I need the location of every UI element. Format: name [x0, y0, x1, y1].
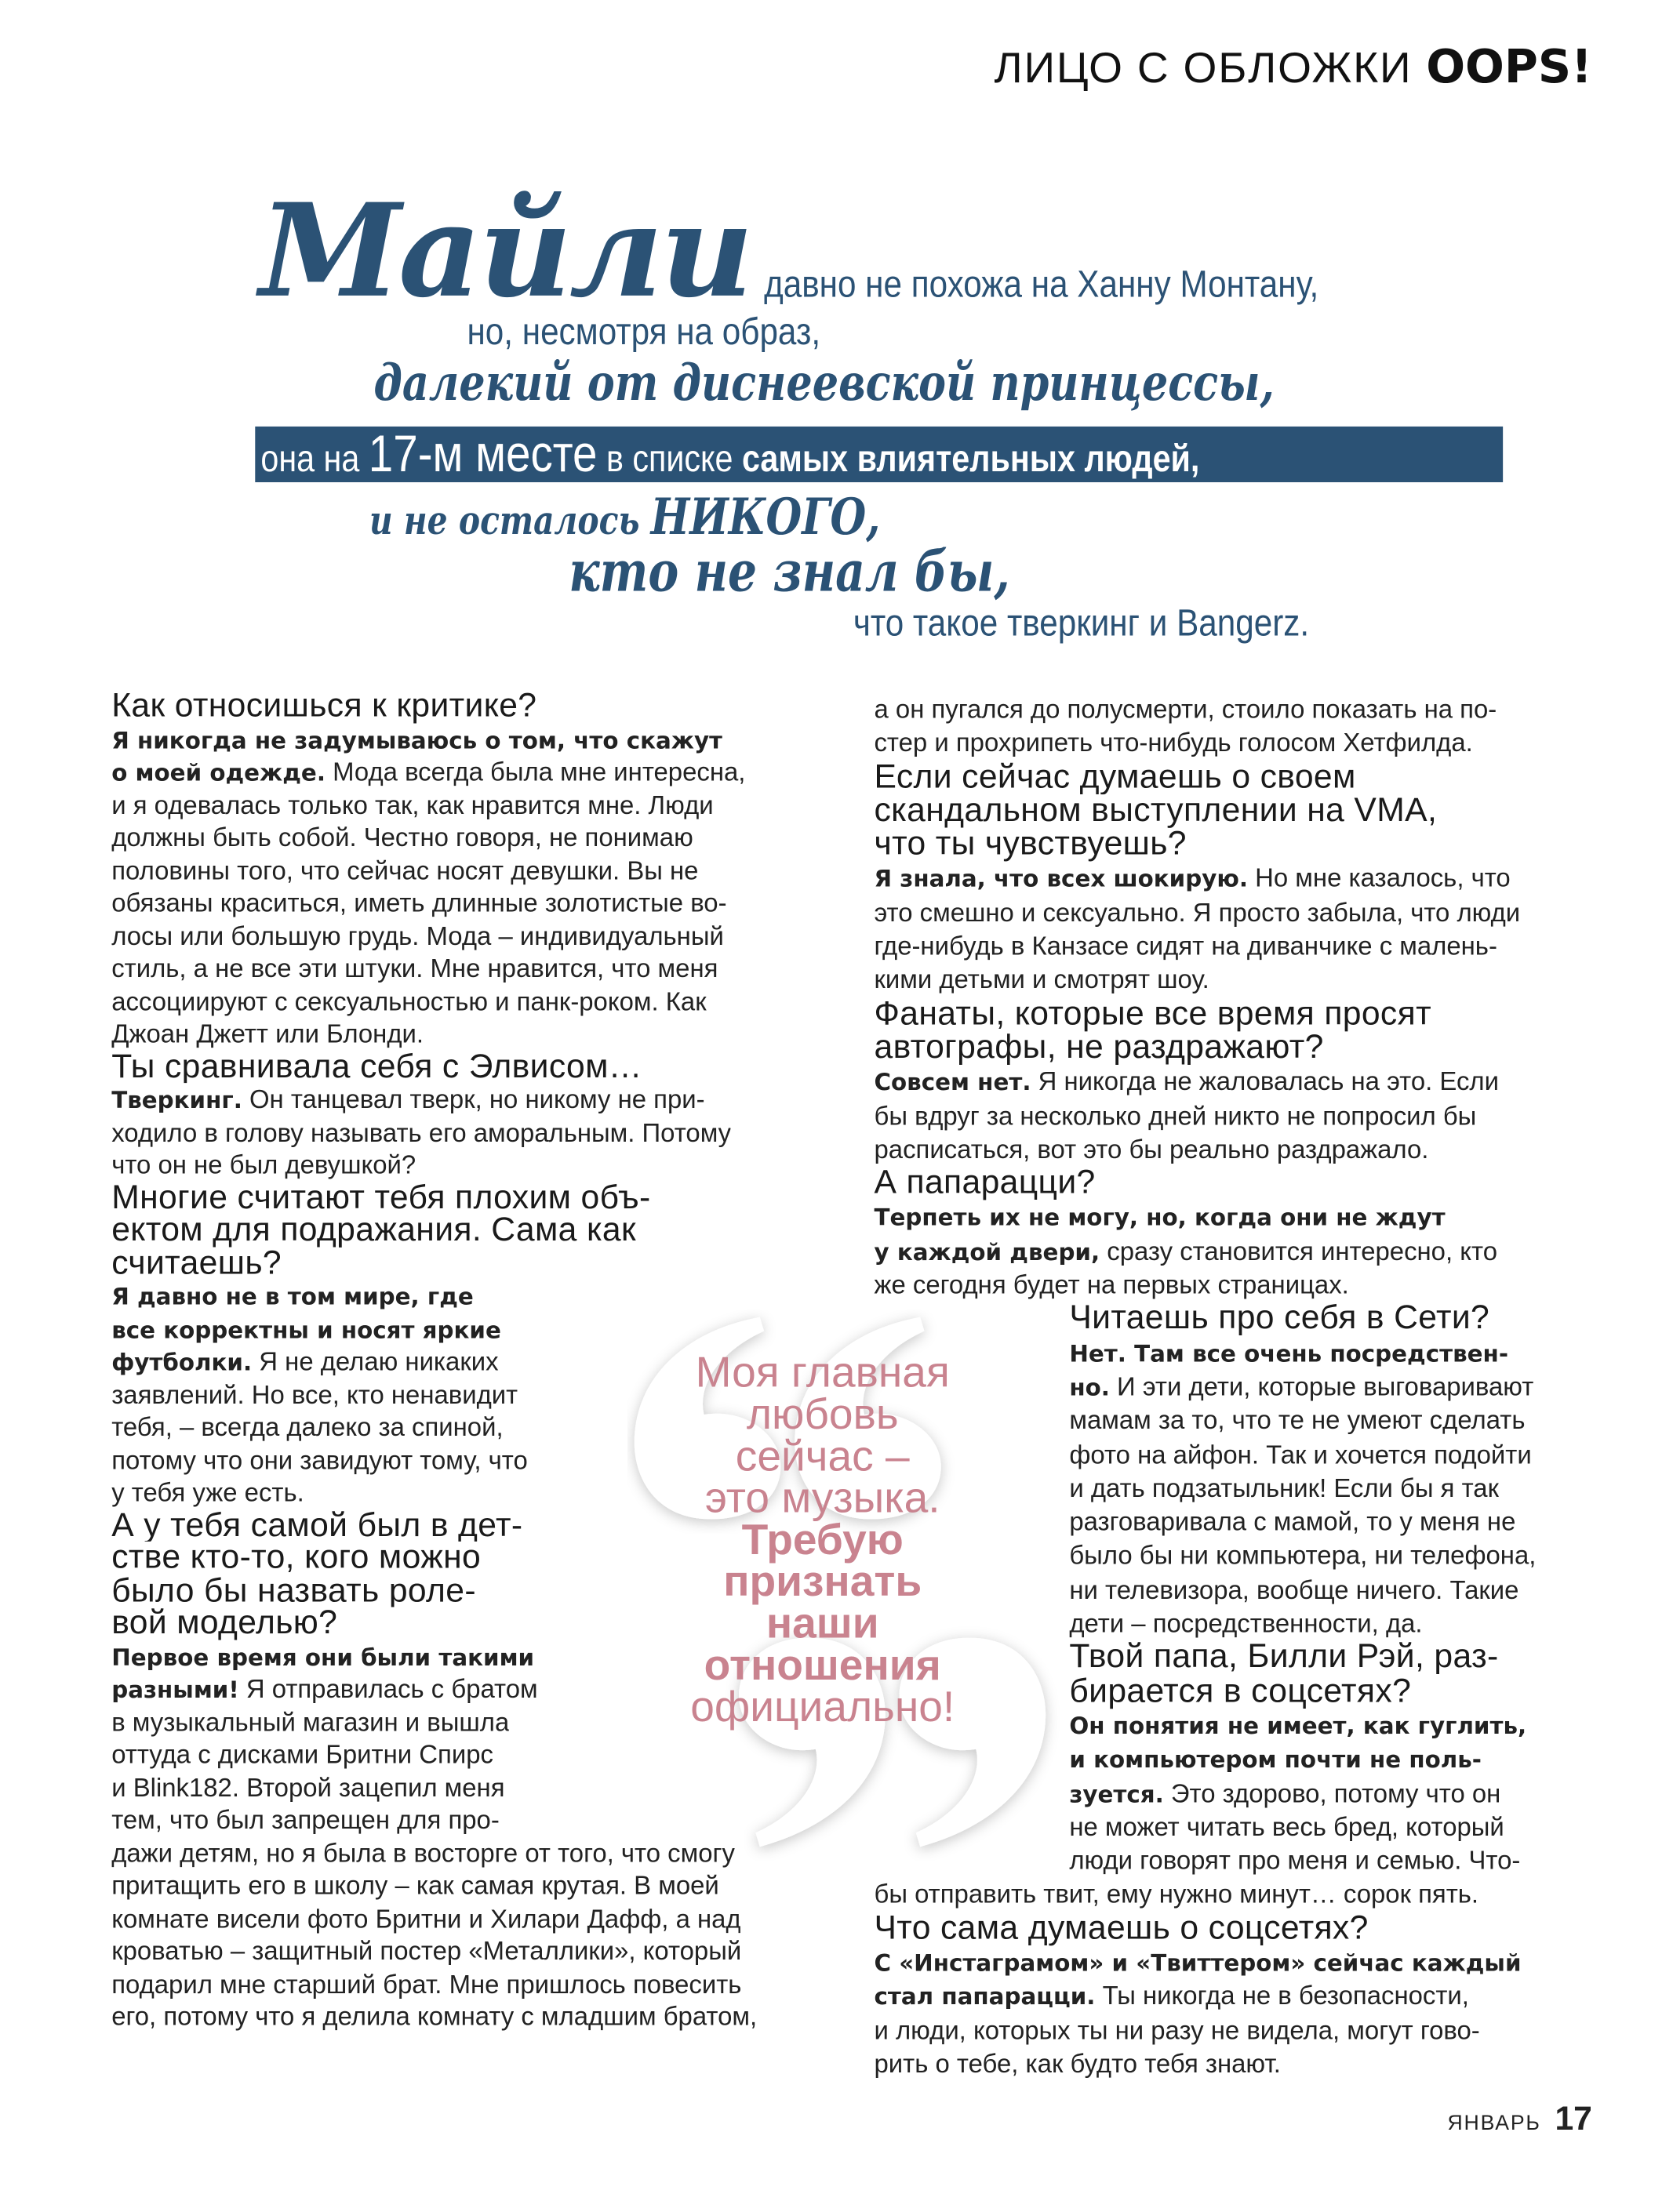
answer-text: обязаны краситься, иметь длинные золотистые во- [111, 888, 727, 917]
answer-text: И эти дети, которые выговаривают [1109, 1371, 1534, 1401]
question-heading: Что сама думаешь о соцсетях? [874, 1912, 1369, 1946]
answer-text: где-нибудь в Канзасе сидят на диванчике с малень- [874, 931, 1497, 961]
answer-text: потому что они завидуют тому, что [111, 1444, 528, 1474]
answer-text: Я отправилась с братом [238, 1673, 538, 1704]
answer-text: у тебя уже есть. [111, 1477, 304, 1507]
answer-text: расписаться, вот это бы реально раздражало. [874, 1134, 1429, 1164]
deck-line-6: кто не знал бы, [569, 539, 1010, 605]
answer-text: мамам за то, что те не умеют сделать [1069, 1405, 1526, 1435]
answer-text: и я одевалась только так, как нравится мне. Люди [111, 789, 714, 819]
deck-line-3: далекий от диснеевской принцессы, [373, 354, 1275, 413]
answer-line [1069, 1811, 1504, 1844]
answer-lead: Терпеть их не могу, но, когда они не ждут [874, 1204, 1446, 1232]
answer-lead: о моей одежде. [111, 759, 326, 786]
answer-line [111, 1771, 504, 1803]
answer-line [111, 1705, 509, 1738]
pull-quote [602, 1347, 1043, 1731]
answer-line [1069, 1404, 1525, 1437]
answer-text: же сегодня будет на первых страницах. [874, 1269, 1349, 1299]
question-heading: считаешь? [111, 1246, 282, 1280]
answer-line [874, 1269, 1348, 1302]
answer-line [111, 1280, 474, 1313]
question-heading: А папарацци? [874, 1167, 1096, 1201]
deck-line-5b: НИКОГО, [650, 488, 881, 547]
answer-text: бы вдруг за несколько дней никто не попросил бы [874, 1100, 1477, 1130]
answer-line [111, 985, 706, 1018]
section-title: ЛИЦО С ОБЛОЖКИ [994, 43, 1413, 93]
answer-line [111, 1901, 740, 1934]
question-heading: Твой папа, Билли Рэй, раз- [1069, 1640, 1499, 1675]
answer-line [1069, 1539, 1536, 1573]
answer-line [1069, 1506, 1515, 1539]
answer-lead: но. [1069, 1374, 1110, 1401]
answer-lead: Нет. Там все очень посредствен- [1069, 1340, 1509, 1368]
answer-line [111, 919, 724, 952]
answer-lead: и компьютером почти не поль- [1069, 1746, 1482, 1774]
deck-line-4 [260, 425, 1200, 485]
answer-lead: Я знала, что всех шокирую. [874, 866, 1249, 893]
answer-line [111, 1116, 731, 1149]
answer-text: сразу становится интересно, кто [1100, 1236, 1498, 1266]
answer-text: кими детьми и смотрят шоу. [874, 964, 1209, 995]
answer-text: Я никогда не жаловалась на это. Если [1031, 1066, 1499, 1096]
answer-line [111, 1444, 528, 1476]
deck-bar-rank: 17-м месте [368, 425, 598, 483]
answer-text: дажи детям, но я была в восторге от того, что смогу [111, 1837, 735, 1867]
answer-lead: Я давно не в том мире, где [111, 1284, 474, 1310]
answer-text: стер и прохрипеть что-нибудь голосом Хетфилда. [874, 728, 1473, 757]
answer-line [874, 1200, 1445, 1234]
answer-text: в музыкальный магазин и вышла [111, 1706, 510, 1736]
answer-line [874, 1234, 1497, 1268]
answer-line [111, 1640, 534, 1673]
answer-text: оттуда с дисками Бритни Спирс [111, 1739, 493, 1769]
brand-logo: OOPS! [1426, 38, 1592, 94]
answer-line [111, 1411, 503, 1444]
answer-line [874, 1099, 1476, 1133]
deck-line-5 [369, 488, 881, 547]
answer-lead: Совсем нет. [874, 1069, 1031, 1096]
answer-lead: Первое время они были такими [111, 1644, 535, 1671]
answer-text: кроватью – защитный постер «Металлики», который [111, 1935, 742, 1966]
question-heading: Многие считают тебя плохим объ- [111, 1181, 651, 1215]
question-heading: А у тебя самой был в дет- [111, 1509, 523, 1542]
answer-text: Это здорово, потому что он [1163, 1778, 1501, 1807]
answer-line [874, 896, 1520, 930]
question-heading: ектом для подражания. Сама как [111, 1214, 637, 1247]
deck-line-5a: и не осталось [369, 497, 651, 544]
answer-text: половины того, что сейчас носят девушки. Вы не [111, 855, 699, 884]
answer-lead: разными! [111, 1676, 239, 1704]
answer-line [111, 1313, 501, 1346]
answer-text: а он пугался до полусмерти, стоило показать на по- [874, 694, 1497, 724]
answer-text: это смешно и сексуально. Я просто забыла, что люди [874, 897, 1521, 927]
pull-quote-line: сейчас – [735, 1431, 910, 1480]
answer-text: Но мне казалось, что [1248, 863, 1511, 893]
deck-bar-text-3: самых влиятельных людей, [741, 438, 1200, 480]
pull-quote-line: признать [723, 1556, 922, 1606]
answer-line [111, 1673, 537, 1705]
answer-line [111, 1149, 416, 1182]
issue-month: ЯНВАРЬ [1447, 2111, 1541, 2136]
answer-text: не может читать весь бред, который [1069, 1811, 1504, 1841]
answer-line [111, 1836, 735, 1869]
answer-line [874, 1980, 1468, 2014]
page-number: 17 [1555, 2100, 1592, 2138]
answer-line [874, 1065, 1498, 1099]
answer-text: Мода всегда была мне интересна, [325, 757, 746, 786]
answer-line [111, 788, 713, 821]
answer-lead: Я никогда не задумываюсь о том, что скажут [111, 726, 723, 754]
deck-line-2: но, несмотря на образ, [467, 311, 821, 353]
answer-line [1069, 1336, 1508, 1370]
question-heading: стве кто-то, кого можно [111, 1541, 482, 1575]
answer-text: что он не был девушкой? [111, 1150, 416, 1179]
question-heading: автографы, не раздражают? [874, 1031, 1324, 1066]
answer-line [111, 854, 698, 887]
answer-line [874, 1945, 1521, 1979]
question-heading: бирается в соцсетях? [1069, 1674, 1412, 1709]
answer-text: и люди, которых ты ни разу не видела, могут гово- [874, 2014, 1480, 2044]
pull-quote-line: любовь [746, 1389, 899, 1439]
answer-line [111, 1803, 500, 1836]
answer-text: Я не делаю никаких [252, 1346, 499, 1376]
section-header [994, 38, 1592, 94]
answer-text: фото на айфон. Так и хочется подойти [1069, 1439, 1532, 1469]
pull-quote-line: отношения [704, 1640, 941, 1690]
answer-line [874, 1878, 1478, 1912]
answer-lead: С «Инстаграмом» и «Твиттером» сейчас каждый [874, 1949, 1522, 1977]
answer-line [111, 723, 722, 756]
answer-lead: Тверкинг. [111, 1087, 242, 1114]
question-heading: Если сейчас думаешь о своем [874, 760, 1356, 794]
page-footer [1448, 2101, 1592, 2144]
pull-quote-line: наши [766, 1598, 879, 1648]
deck-line-1: давно не похожа на Ханну Монтану, [764, 263, 1319, 306]
answer-lead: стал папарацци. [874, 1983, 1096, 2010]
answer-line [1069, 1607, 1422, 1640]
answer-lead: у каждой двери, [874, 1238, 1100, 1266]
answer-line [111, 1345, 498, 1378]
answer-text: стиль, а не все эти штуки. Мне нравится, что меня [111, 953, 718, 983]
answer-line [874, 930, 1497, 964]
pull-quote-line: Моя главная [695, 1347, 950, 1397]
question-heading: было бы назвать роле- [111, 1574, 476, 1607]
answer-text: ни телевизора, вообще ничего. Такие [1069, 1575, 1519, 1604]
answer-text: было бы ни компьютера, ни телефона, [1069, 1540, 1537, 1571]
answer-text: дети – посредственности, да. [1069, 1608, 1423, 1638]
deck-bar-text-1: она на [260, 438, 369, 480]
question-heading: Фанаты, которые все время просят [874, 997, 1431, 1032]
answer-line [1069, 1573, 1518, 1607]
answer-line [874, 692, 1497, 726]
answer-lead: Он понятия не имеет, как гуглить, [1069, 1713, 1527, 1740]
answer-line [111, 1869, 719, 1902]
answer-text: комнате висели фото Бритни и Хилари Дафф, а над [111, 1903, 741, 1933]
answer-text: его, потому что я делила комнату с младшим братом, [111, 2001, 758, 2031]
answer-text: лосы или большую грудь. Мода – индивидуальный [111, 921, 724, 950]
answer-line [874, 727, 1472, 761]
answer-text: тебя, – всегда далеко за спиной, [111, 1411, 504, 1441]
answer-line [874, 2047, 1280, 2081]
headline-name: Майли [259, 175, 751, 326]
answer-line [111, 1967, 741, 2000]
question-heading: Читаешь про себя в Сети? [1069, 1302, 1490, 1336]
answer-text: и Blink182. Второй зацепил меня [111, 1772, 505, 1802]
answer-line [111, 952, 718, 985]
answer-line [1069, 1438, 1531, 1472]
answer-line [874, 2014, 1479, 2047]
pull-quote-line: это музыка. [704, 1473, 940, 1523]
deck-bar-text-2: в списке [597, 438, 742, 480]
answer-line [874, 1133, 1428, 1167]
answer-line [1069, 1709, 1526, 1742]
answer-text: заявлений. Но все, кто ненавидит [111, 1378, 518, 1409]
answer-line [874, 964, 1209, 997]
answer-line [111, 1934, 741, 1967]
answer-line [111, 886, 726, 919]
answer-text: подарил мне старший брат. Мне пришлось повесить [111, 1968, 742, 1999]
answer-line [111, 1378, 518, 1411]
answer-lead: футболки. [111, 1349, 253, 1376]
question-heading: скандальном выступлении на VMA, [874, 794, 1438, 829]
answer-text: тем, что был запрещен для про- [111, 1804, 500, 1835]
answer-text: притащить его в школу – как самая крутая. В моей [111, 1870, 719, 1900]
answer-text: Джоан Джетт или Блонди. [111, 1019, 424, 1048]
answer-line [1069, 1370, 1533, 1404]
answer-line [111, 2000, 757, 2033]
answer-line [111, 1738, 493, 1771]
answer-line [1069, 1776, 1500, 1810]
question-heading: вой моделью? [111, 1607, 338, 1640]
answer-line [1069, 1844, 1520, 1878]
answer-text: ходило в голову называть его аморальным. Потому [111, 1117, 732, 1146]
answer-text: Ты никогда не в безопасности, [1095, 1981, 1469, 2010]
answer-text: рить о тебе, как будто тебя знают. [874, 2048, 1281, 2079]
question-heading: Ты сравнивала себя с Элвисом… [111, 1050, 642, 1084]
answer-text: и дать подзатыльник! Если бы я так [1069, 1473, 1499, 1502]
pull-quote-line: официально! [690, 1682, 955, 1731]
answer-text: бы отправить твит, ему нужно минут… сорок пять. [874, 1879, 1479, 1909]
answer-text: разговаривала с мамой, то у меня не [1069, 1506, 1516, 1537]
answer-lead: зуется. [1069, 1780, 1164, 1807]
answer-line [111, 1476, 304, 1509]
pull-quote-line: Требую [741, 1515, 904, 1564]
answer-text: ассоциируют с сексуальностью и панк-роком. Как [111, 986, 707, 1015]
answer-text: люди говорят про меня и семью. Что- [1069, 1845, 1521, 1875]
answer-line [111, 1018, 424, 1051]
question-heading: Как относишься к критике? [111, 689, 537, 723]
answer-line [111, 755, 745, 788]
deck-line-7: что такое тверкинг и Bangerz. [853, 601, 1310, 645]
answer-line [111, 821, 693, 854]
answer-text: должны быть собой. Честно говоря, не понимаю [111, 822, 693, 852]
question-heading: что ты чувствуешь? [874, 828, 1187, 863]
answer-line [874, 862, 1510, 895]
answer-line [1069, 1472, 1499, 1506]
answer-line [111, 1083, 704, 1116]
answer-line [1069, 1742, 1482, 1776]
answer-text: Он танцевал тверк, но никому не при- [242, 1084, 705, 1114]
answer-lead: все корректны и носят яркие [111, 1316, 501, 1343]
